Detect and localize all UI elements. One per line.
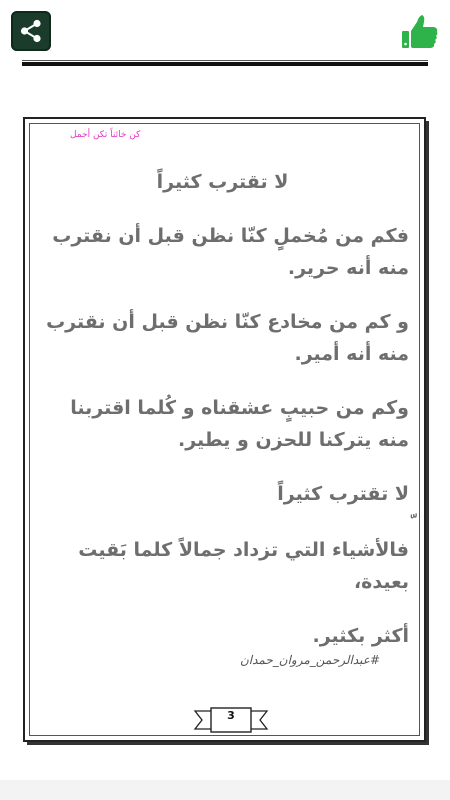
poem-text [36,160,409,652]
bottom-bar [0,780,450,800]
poem-line: لا تقترب كثيراً [156,171,289,193]
poem-line: وكم من حبيبٍ عشقناه و كُلما اقتربنا منه يتركنا للحزن و يطير. [70,397,409,451]
frame-shadow [426,121,429,744]
page-header-text: كن خائناً تكن أجمل [70,130,141,140]
poem-line: فكم من مُخملٍ كنّا نظن قبل أن نقترب منه أنه حرير. [52,225,409,279]
poem-line: لا تقترب كثيراً [277,483,409,505]
like-button[interactable] [400,12,440,52]
poem-line: فالأشياء التي تزداد جمالاً كلما بَقيت بعيدة، [78,539,409,593]
poem-line [36,514,409,534]
poem-line: أكثر بكثير. [312,625,409,647]
signature: #عبدالرحمن_مروان_حمدان [239,653,380,667]
top-toolbar [0,0,450,62]
page-top-border [22,62,428,66]
share-button[interactable] [11,11,51,51]
frame-shadow [27,742,429,745]
page-number: 3 [227,709,235,722]
thumbs-up-icon [400,12,440,52]
poem-line: و كم من مخادع كنّا نظن قبل أن نقترب منه أنه أمير. [46,311,409,365]
share-icon [18,18,44,44]
